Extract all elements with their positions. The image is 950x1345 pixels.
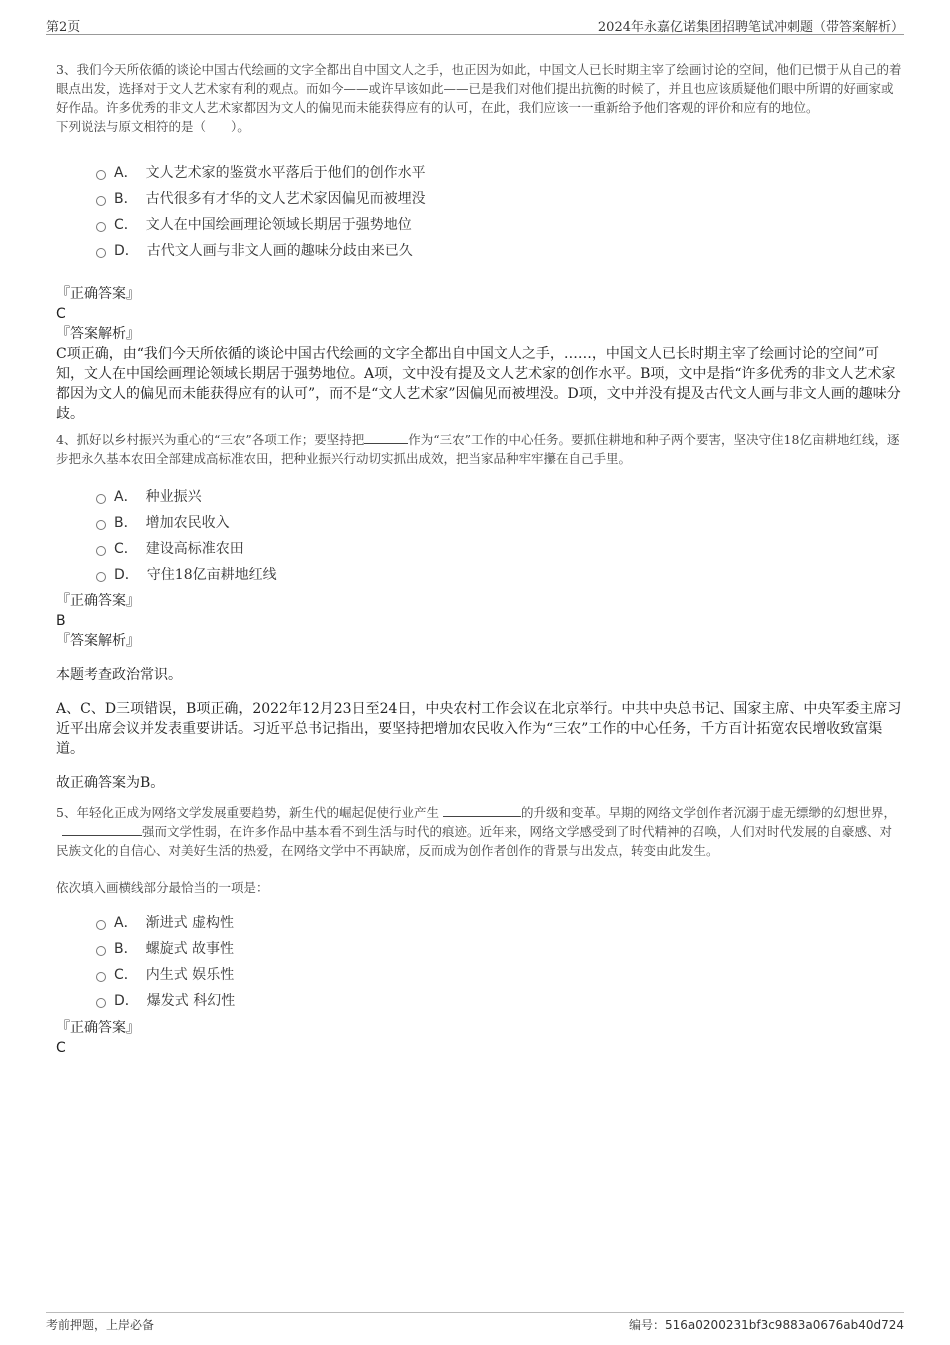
question-4-options (96, 484, 277, 588)
answer-value: B (56, 613, 66, 629)
analysis-label: 『答案解析』 (56, 326, 140, 342)
document-title: 2024年永嘉亿诺集团招聘笔试冲刺题（带答案解析） (597, 20, 904, 35)
question-3-stem: 下列说法与原文相符的是（ ）。 (56, 119, 250, 134)
radio-icon[interactable] (96, 998, 106, 1008)
page-footer (46, 1312, 904, 1335)
footer-slogan: 考前押题，上岸必备 (46, 1318, 155, 1332)
question-3-text: 3、我们今天所依循的谈论中国古代绘画的文字全都出自中国文人之手，也正因为如此，中国文人已长时期主宰了绘画讨论的空间，他们已惯于从自己的着眼点出发，选择对于文人艺术家有利的观点。而如今——或许早该如此——已是我们对他们提出抗衡的时候了，并且也应该质疑他们眼中所谓的好画家或好作品。许多优秀的非文人艺术家都因为文人的偏见而未能获得应有的认可，在此，我们应该一一重新给予他们客观的评价和应有的地位。 (56, 62, 902, 115)
option-b[interactable]: B． 古代很多有才华的文人艺术家因偏见而被埋没 (96, 186, 426, 212)
option-d[interactable]: D． 爆发式 科幻性 (96, 988, 235, 1014)
option-b[interactable]: B． 增加农民收入 (96, 510, 277, 536)
question-4-answer-block (56, 591, 904, 793)
radio-icon[interactable] (96, 494, 106, 504)
answer-label: 『正确答案』 (56, 286, 140, 302)
radio-icon[interactable] (96, 546, 106, 556)
answer-label: 『正确答案』 (56, 1020, 140, 1036)
analysis-text-3: 故正确答案为B。 (56, 775, 165, 791)
answer-value: C (56, 1040, 66, 1056)
analysis-label: 『答案解析』 (56, 633, 140, 649)
question-3-answer-block (56, 284, 904, 424)
option-c[interactable]: C． 文人在中国绘画理论领域长期居于强势地位 (96, 212, 426, 238)
analysis-text-1: 本题考查政治常识。 (56, 667, 182, 683)
option-d[interactable]: D． 守住18亿亩耕地红线 (96, 562, 277, 588)
analysis-text-2: A、C、D三项错误，B项正确，2022年12月23日至24日，中央农村工作会议在北京举行。中共中央总书记、国家主席、中央军委主席习近平出席会议并发表重要讲话。习近平总书记指出，要坚持把增加农民收入作为“三农”工作的中心任务，千方百计拓宽农民增收致富渠道。 (56, 701, 902, 757)
radio-icon[interactable] (96, 946, 106, 956)
fill-blank (443, 804, 521, 817)
question-5-answer-block (56, 1018, 904, 1058)
fill-blank (364, 431, 408, 444)
radio-icon[interactable] (96, 196, 106, 206)
option-c[interactable]: C． 建设高标准农田 (96, 536, 277, 562)
option-a[interactable]: A． 种业振兴 (96, 484, 277, 510)
question-3-options (96, 160, 426, 264)
option-d[interactable]: D． 古代文人画与非文人画的趣味分歧由来已久 (96, 238, 426, 264)
radio-icon[interactable] (96, 170, 106, 180)
radio-icon[interactable] (96, 972, 106, 982)
option-b[interactable]: B． 螺旋式 故事性 (96, 936, 235, 962)
radio-icon[interactable] (96, 248, 106, 258)
radio-icon[interactable] (96, 222, 106, 232)
option-a[interactable]: A． 渐进式 虚构性 (96, 910, 235, 936)
document-code: 编号：516a0200231bf3c9883a0676ab40d724 (629, 1318, 904, 1332)
radio-icon[interactable] (96, 920, 106, 930)
option-a[interactable]: A． 文人艺术家的鉴赏水平落后于他们的创作水平 (96, 160, 426, 186)
question-4-passage: 4、抓好以乡村振兴为重心的“三农”各项工作；要坚持把 作为“三农”工作的中心任务。要抓住耕地和种子两个要害，坚决守住18亿亩耕地红线，逐步把永久基本农田全部建成高标准农田，把种业振兴行动切实抓出成效，把当家品种牢牢攥在自己手里。 (56, 432, 900, 466)
question-5-passage: 5、年轻化正成为网络文学发展重要趋势，新生代的崛起促使行业产生 的升级和变革。早期的网络文学创作者沉溺于虚无缥缈的幻想世界，强而文学性弱，在许多作品中基本看不到生活与时代的痕迹。近年来，网络文学感受到了时代精神的召唤，人们对时代发展的自豪感、对民族文化的自信心、对美好生活的热爱，在网络文学中不再缺席，反而成为创作者创作的背景与出发点，转变由此发生。 依次填入画横线部分最恰当的一项是： (56, 803, 904, 897)
fill-blank (62, 823, 142, 836)
question-3-passage (56, 60, 904, 136)
page-header (46, 14, 904, 35)
option-c[interactable]: C． 内生式 娱乐性 (96, 962, 235, 988)
answer-label: 『正确答案』 (56, 593, 140, 609)
question-5-stem: 依次填入画横线部分最恰当的一项是： (56, 880, 269, 895)
radio-icon[interactable] (96, 520, 106, 530)
analysis-text: C项正确，由“我们今天所依循的谈论中国古代绘画的文字全都出自中国文人之手，……，中国文人已长时期主宰了绘画讨论的空间”可知，文人在中国绘画理论领域长期居于强势地位。A项，文中没有提及文人艺术家的创作水平。B项，文中是指“许多优秀的非文人艺术家都因为文人的偏见而未能获得应有的认可”，而不是“文人艺术家”因偏见而被埋没。D项，文中并没有提及古代文人画与非文人画的趣味分歧。 (56, 346, 901, 422)
answer-value: C (56, 306, 66, 322)
radio-icon[interactable] (96, 572, 106, 582)
page-number: 第2页 (46, 20, 81, 35)
question-5-options (96, 910, 235, 1014)
